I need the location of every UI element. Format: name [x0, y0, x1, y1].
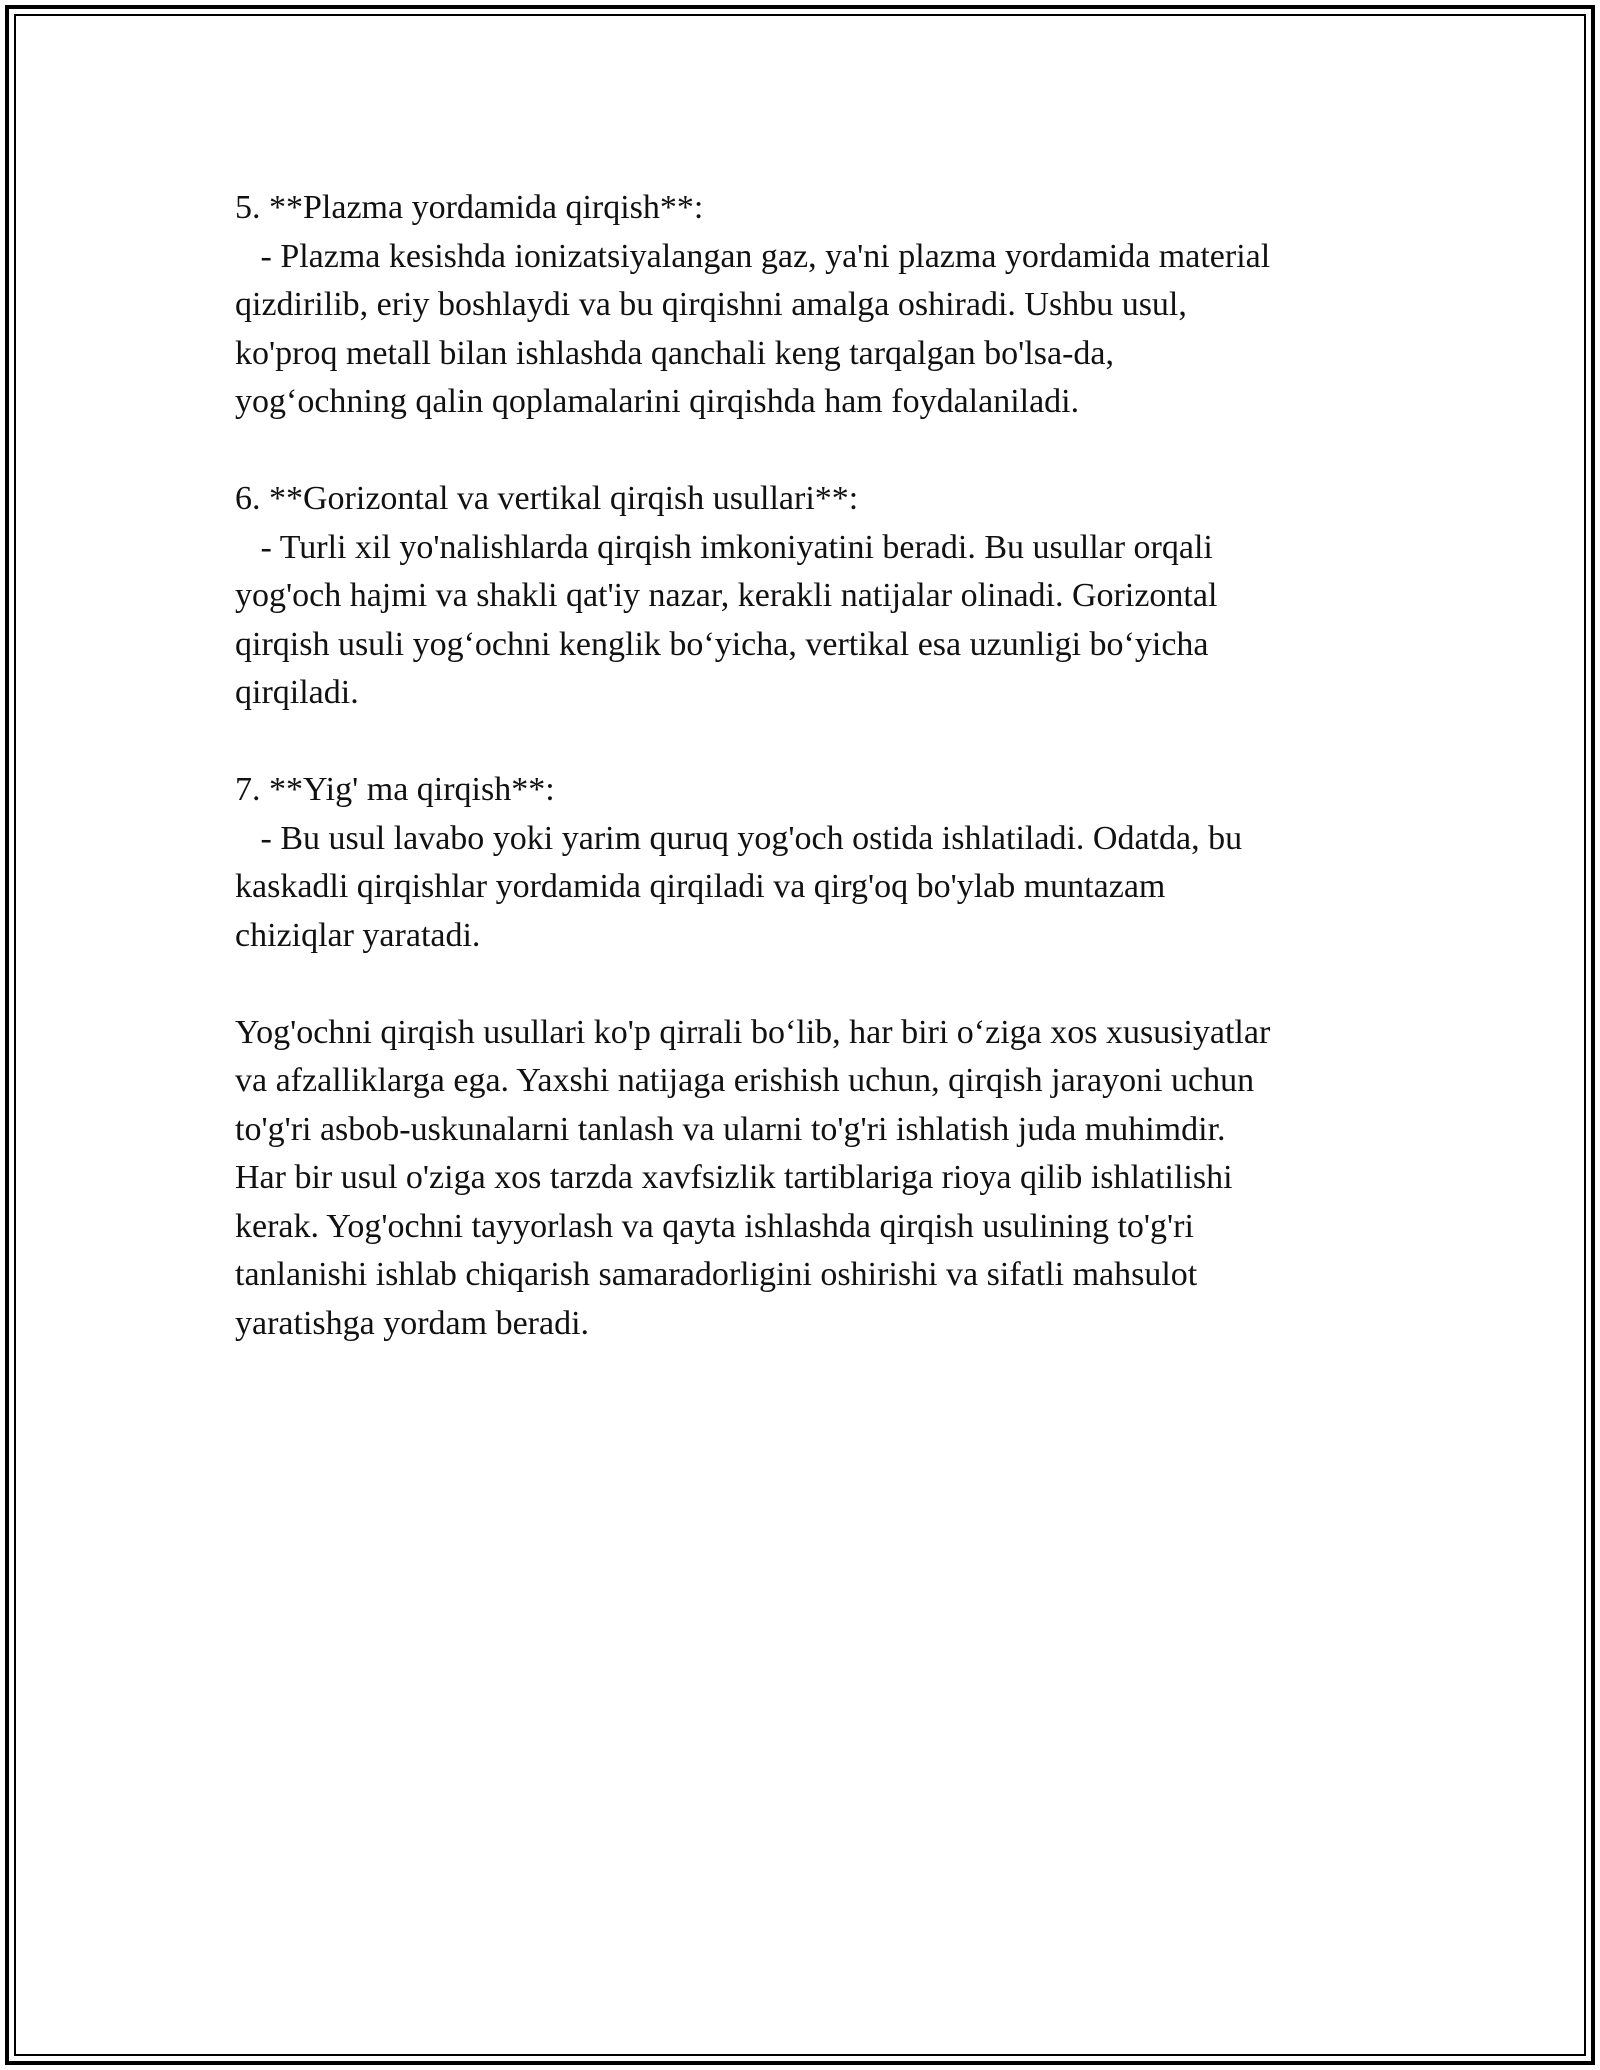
paragraph-line: tanlanishi ishlab chiqarish samaradorligini oshirishi va sifatli mahsulot: [235, 1256, 1198, 1293]
paragraph-line: qizdirilib, eriy boshlaydi va bu qirqishni amalga oshiradi. Ushbu usul,: [235, 286, 1187, 323]
paragraph-line: Har bir usul o'ziga xos tarzda xavfsizlik tartiblariga rioya qilib ishlatilishi: [235, 1159, 1233, 1196]
paragraph-line: qirqiladi.: [235, 674, 359, 711]
section-6: [235, 475, 1375, 718]
paragraph-line: - Bu usul lavabo yoki yarim quruq yog'och ostida ishlatiladi. Odatda, bu: [235, 819, 1243, 857]
paragraph-gap: [235, 718, 1375, 767]
section-heading: 7. **Yig' ma qirqish**:: [235, 771, 555, 808]
section-5: [235, 184, 1375, 427]
paragraph-line: yog'och hajmi va shakli qat'iy nazar, kerakli natijalar olinadi. Gorizontal: [235, 577, 1218, 614]
paragraph-line: kaskadli qirqishlar yordamida qirqiladi va qirg'oq bo'ylab muntazam: [235, 868, 1166, 905]
paragraph-line: - Turli xil yo'nalishlarda qirqish imkoniyatini beradi. Bu usullar orqali: [235, 528, 1213, 566]
paragraph-line: kerak. Yog'ochni tayyorlash va qayta ishlashda qirqish usulining to'g'ri: [235, 1207, 1194, 1245]
section-heading: 6. **Gorizontal va vertikal qirqish usullari**:: [235, 480, 859, 517]
paragraph-line: qirqish usuli yog‘ochni kenglik bo‘yicha, vertikal esa uzunligi bo‘yicha: [235, 625, 1209, 663]
section-heading: 5. **Plazma yordamida qirqish**:: [235, 189, 704, 226]
paragraph-line: ko'proq metall bilan ishlashda qanchali keng tarqalgan bo'lsa-da,: [235, 334, 1114, 372]
paragraph-line: va afzalliklarga ega. Yaxshi natijaga erishish uchun, qirqish jarayoni uchun: [235, 1062, 1255, 1099]
paragraph-line: Yog'ochni qirqish usullari ko'p qirrali bo‘lib, har biri o‘ziga xos xususiyatlar: [235, 1013, 1271, 1051]
paragraph-line: - Plazma kesishda ionizatsiyalangan gaz, ya'ni plazma yordamida material: [235, 237, 1271, 275]
paragraph-line: chiziqlar yaratadi.: [235, 916, 481, 954]
paragraph-gap: [235, 427, 1375, 476]
paragraph-line: yog‘ochning qalin qoplamalarini qirqishda ham foydalaniladi.: [235, 383, 1080, 420]
document-body: [235, 184, 1375, 1348]
paragraph-gap: [235, 960, 1375, 1009]
section-7: [235, 766, 1375, 960]
conclusion-paragraph: [235, 1009, 1375, 1349]
paragraph-line: to'g'ri asbob-uskunalarni tanlash va ularni to'g'ri ishlatish juda muhimdir.: [235, 1110, 1226, 1148]
paragraph-line: yaratishga yordam beradi.: [235, 1304, 590, 1342]
